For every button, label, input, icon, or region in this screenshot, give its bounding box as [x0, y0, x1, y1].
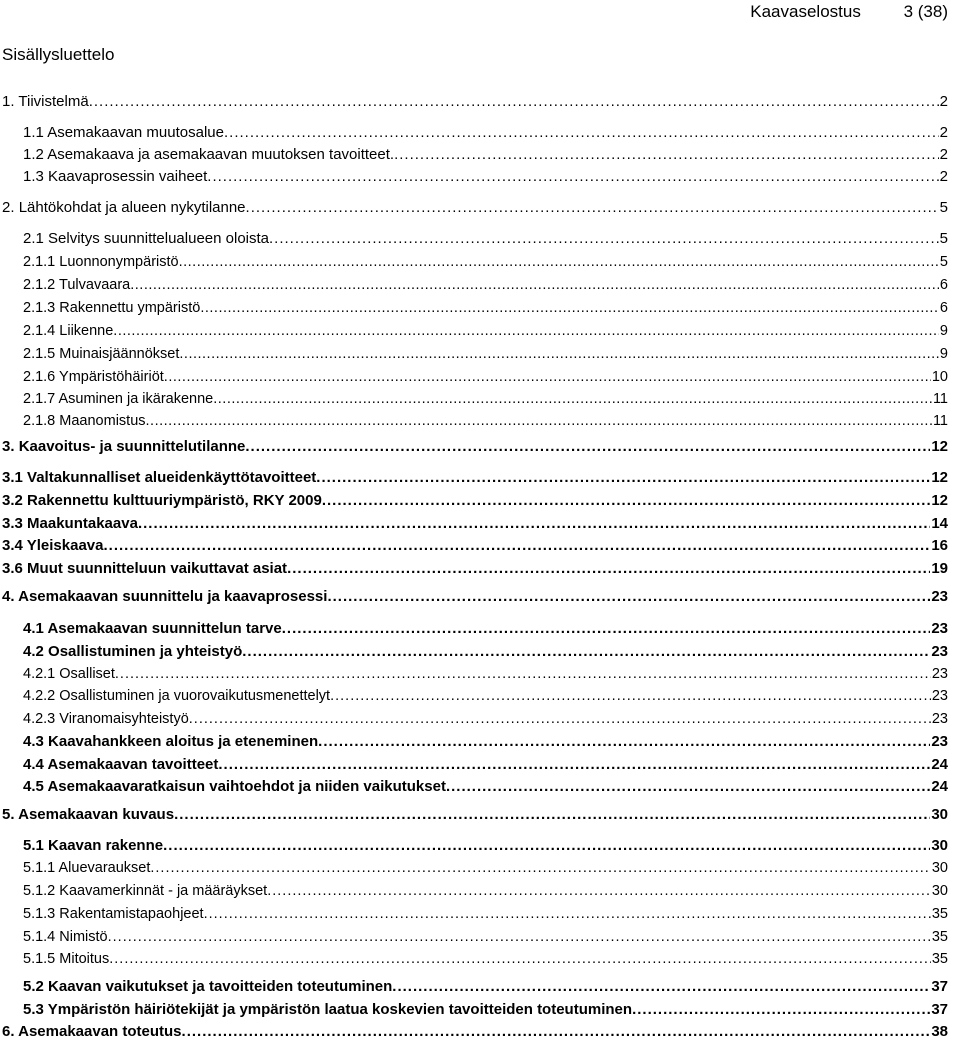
toc-entry[interactable] — [23, 778, 948, 795]
toc-entry-number: 2.1.4 — [23, 323, 60, 339]
toc-entry-number: 2. — [2, 199, 19, 216]
toc-entry-title — [23, 643, 242, 660]
toc-entry[interactable] — [23, 756, 948, 773]
toc-entry-page: 6 — [939, 300, 948, 316]
toc-entry-number: 2.1.7 — [23, 391, 59, 407]
toc-entry-text: Mitoitus — [59, 951, 110, 967]
toc-entry[interactable] — [23, 978, 948, 995]
toc-entry-title — [23, 711, 189, 727]
toc-entry-title — [23, 168, 207, 185]
toc-leader-dots — [138, 515, 930, 532]
toc-entry-title — [2, 806, 174, 823]
toc-entry-title — [23, 1001, 632, 1018]
toc-leader-dots — [104, 537, 931, 554]
toc-entry-text: Valtakunnalliset alueidenkäyttötavoitteet — [27, 469, 317, 486]
toc-entry[interactable] — [23, 346, 948, 362]
toc-entry-page: 2 — [939, 146, 948, 163]
toc-entry-number: 3.1 — [2, 469, 28, 486]
toc-entry-text: Asemakaavaratkaisun vaihtoehdot ja niiden vaikutukset — [47, 778, 446, 795]
toc-entry-title — [23, 146, 394, 163]
toc-title: Sisällysluettelo — [2, 45, 115, 64]
toc-entry-title — [2, 469, 316, 486]
toc-entry-number: 2.1.3 — [23, 300, 60, 316]
toc-entry-number: 4.2.1 — [23, 666, 60, 682]
toc-entry-title — [2, 492, 322, 509]
toc-entry-number: 5.3 — [23, 1001, 48, 1018]
toc-entry-title — [23, 756, 218, 773]
toc-entry-page: 5 — [939, 230, 948, 247]
toc-entry-page: 11 — [932, 391, 948, 407]
toc-entry-page: 30 — [931, 883, 948, 899]
toc-entry-text: Asemakaava ja asemakaavan muutoksen tavoitteet. — [47, 146, 395, 163]
toc-entry[interactable] — [23, 124, 948, 141]
toc-leader-dots — [446, 778, 930, 795]
toc-entry-page: 23 — [931, 588, 948, 605]
toc-entry-page: 23 — [931, 666, 948, 682]
toc-entry[interactable] — [23, 230, 948, 247]
toc-entry-number: 4.5 — [23, 778, 48, 795]
toc-leader-dots — [164, 369, 931, 385]
toc-entry[interactable] — [23, 413, 948, 429]
toc-entry-page: 24 — [931, 756, 948, 773]
toc-entry-text: Rakennettu kulttuuriympäristö, RKY 2009 — [27, 492, 322, 509]
toc-entry[interactable] — [2, 806, 948, 823]
toc-entry[interactable] — [2, 588, 948, 605]
toc-entry-number: 3.6 — [2, 560, 28, 577]
toc-entry-text: Muinaisjäännökset — [59, 346, 180, 362]
toc-entry[interactable] — [23, 300, 948, 316]
toc-entry-title — [23, 883, 267, 899]
toc-entry-title — [23, 688, 330, 704]
toc-entry-text: Tulvavaara — [59, 277, 131, 293]
toc-entry-title — [23, 391, 213, 407]
toc-leader-dots — [189, 711, 931, 727]
toc-entry-number: 1.1 — [23, 124, 48, 141]
toc-entry-number: 6. — [2, 1023, 19, 1040]
page-header — [750, 2, 948, 22]
toc-entry-page: 30 — [931, 806, 948, 823]
toc-leader-dots — [322, 492, 930, 509]
toc-entry-number: 2.1.6 — [23, 369, 60, 385]
toc-entry-text: Ympäristön häiriötekijät ja ympäristön laatua koskevien tavoitteiden toteutuminen — [47, 1001, 633, 1018]
toc-entry-text: Osallistuminen ja vuorovaikutusmenettelyt — [59, 688, 331, 704]
toc-entry[interactable] — [23, 883, 948, 899]
toc-entry-page: 16 — [931, 537, 948, 554]
toc-entry-title — [23, 906, 204, 922]
toc-entry-text: Asemakaavan tavoitteet — [47, 756, 219, 773]
toc-entry[interactable] — [2, 515, 948, 532]
toc-leader-dots — [207, 168, 938, 185]
toc-entry-number: 5.1.3 — [23, 906, 60, 922]
toc-entry[interactable] — [2, 199, 948, 216]
toc-entry-number: 5.1.1 — [23, 860, 59, 876]
toc-entry-text: Kaavan rakenne — [48, 837, 164, 854]
toc-entry-title — [2, 438, 245, 455]
toc-entry-page: 12 — [931, 438, 948, 455]
toc-entry-number: 4.2.2 — [23, 688, 60, 704]
toc-entry-number: 4.4 — [23, 756, 48, 773]
toc-leader-dots — [163, 837, 930, 854]
toc-entry-title — [2, 560, 287, 577]
toc-entry-page: 14 — [931, 515, 948, 532]
toc-entry-page: 19 — [931, 560, 948, 577]
toc-entry[interactable] — [23, 951, 948, 967]
toc-entry[interactable] — [2, 469, 948, 486]
toc-entry[interactable] — [23, 369, 948, 385]
toc-entry-text: Viranomaisyhteistyö — [59, 711, 189, 727]
toc-entry-text: Rakentamistapaohjeet — [59, 906, 204, 922]
toc-entry-title — [23, 369, 164, 385]
toc-leader-dots — [246, 199, 939, 216]
toc-entry-text: Kaavamerkinnät - ja määräykset — [59, 883, 268, 899]
toc-entry-page: 23 — [931, 711, 948, 727]
toc-leader-dots — [109, 951, 931, 967]
toc-entry[interactable] — [23, 906, 948, 922]
toc-entry-page: 23 — [931, 733, 948, 750]
toc-entry-number: 5.1.2 — [23, 883, 60, 899]
toc-entry-title — [23, 929, 108, 945]
toc-entry-number: 5. — [2, 806, 19, 823]
toc-entry-title — [23, 733, 318, 750]
toc-entry[interactable] — [23, 643, 948, 660]
toc-entry-number: 1. — [2, 93, 19, 110]
toc-entry-text: Luonnonympäristö — [59, 254, 179, 270]
toc-entry-title — [23, 666, 115, 682]
toc-leader-dots — [174, 806, 930, 823]
toc-entry-title — [23, 860, 150, 876]
toc-entry[interactable] — [23, 733, 948, 750]
toc-entry-number: 1.2 — [23, 146, 48, 163]
toc-entry-number: 2.1.5 — [23, 346, 60, 362]
toc-entry-number: 2.1.2 — [23, 277, 60, 293]
toc-entry-number: 3.2 — [2, 492, 28, 509]
toc-leader-dots — [179, 254, 939, 270]
toc-entry-page: 37 — [931, 1001, 948, 1018]
toc-entry-page: 24 — [931, 778, 948, 795]
toc-leader-dots — [89, 93, 939, 110]
toc-entry-page: 5 — [939, 199, 948, 216]
toc-entry-title — [23, 778, 446, 795]
toc-leader-dots — [269, 230, 939, 247]
toc-leader-dots — [392, 978, 930, 995]
toc-entry-title — [23, 413, 146, 429]
toc-entry-number: 5.2 — [23, 978, 49, 995]
toc-entry-text: Asemakaavan kuvaus — [18, 806, 175, 823]
toc-entry-text: Lähtökohdat ja alueen nykytilanne — [18, 199, 246, 216]
toc-leader-dots — [179, 346, 939, 362]
toc-entry-title — [23, 837, 163, 854]
toc-entry-text: Kaavahankkeen aloitus ja eteneminen — [48, 733, 319, 750]
toc-entry-title — [23, 323, 113, 339]
toc-entry-text: Maakuntakaava — [27, 515, 138, 532]
toc-entry-page: 6 — [939, 277, 948, 293]
toc-entry-page: 35 — [931, 951, 948, 967]
toc-entry-title — [23, 978, 392, 995]
toc-entry-text: Yleiskaava — [26, 537, 104, 554]
toc-leader-dots — [245, 438, 930, 455]
toc-entry-number: 2.1.1 — [23, 254, 60, 270]
toc-leader-dots — [182, 1023, 931, 1040]
toc-entry-title — [23, 620, 282, 637]
toc-entry-text: Asuminen ja ikärakenne — [58, 391, 214, 407]
toc-entry[interactable] — [23, 277, 948, 293]
toc-leader-dots — [150, 860, 930, 876]
toc-entry-text: Maanomistus — [59, 413, 146, 429]
toc-entry[interactable] — [2, 492, 948, 509]
toc-entry-title — [23, 300, 200, 316]
toc-leader-dots — [632, 1001, 930, 1018]
toc-entry-number: 4.2.3 — [23, 711, 60, 727]
toc-entry-text: Asemakaavan suunnittelun tarve — [47, 620, 282, 637]
toc-leader-dots — [318, 733, 930, 750]
toc-entry[interactable] — [23, 837, 948, 854]
toc-entry-number: 4. — [2, 588, 19, 605]
toc-leader-dots — [287, 560, 930, 577]
toc-entry-page: 2 — [939, 124, 948, 141]
toc-entry-title — [2, 515, 138, 532]
toc-entry-text: Nimistö — [59, 929, 108, 945]
toc-entry[interactable] — [23, 620, 948, 637]
toc-leader-dots — [316, 469, 930, 486]
toc-entry[interactable] — [23, 666, 948, 682]
toc-entry[interactable] — [23, 323, 948, 339]
toc-entry-title — [2, 588, 327, 605]
toc-entry-number: 5.1.4 — [23, 929, 60, 945]
toc-leader-dots — [282, 620, 931, 637]
toc-entry[interactable] — [23, 1001, 948, 1018]
toc-entry-page: 23 — [931, 620, 948, 637]
toc-leader-dots — [267, 883, 931, 899]
toc-entry-text: Asemakaavan toteutus — [18, 1023, 182, 1040]
toc-entry-number: 4.2 — [23, 643, 49, 660]
toc-entry[interactable] — [23, 254, 948, 270]
toc-entry-page: 12 — [931, 492, 948, 509]
toc-entry-text: Osalliset — [59, 666, 115, 682]
toc-entry-text: Osallistuminen ja yhteistyö — [48, 643, 243, 660]
toc-entry-page: 35 — [931, 929, 948, 945]
toc-entry-text: Kaavan vaikutukset ja tavoitteiden toteutuminen — [48, 978, 393, 995]
toc-entry-title — [23, 254, 179, 270]
document-type-label: Kaavaselostus — [750, 2, 861, 21]
toc-entry-page: 9 — [939, 346, 948, 362]
toc-entry-title — [23, 124, 224, 141]
toc-entry[interactable] — [23, 711, 948, 727]
toc-entry[interactable] — [23, 860, 948, 876]
toc-entry-number: 1.3 — [23, 168, 49, 185]
toc-entry-page: 35 — [931, 906, 948, 922]
toc-entry-page: 37 — [931, 978, 948, 995]
toc-leader-dots — [108, 929, 931, 945]
toc-entry-title — [2, 1023, 182, 1040]
page-number: 3 (38) — [903, 2, 948, 21]
toc-entry-title — [23, 230, 269, 247]
toc-leader-dots — [218, 756, 930, 773]
toc-entry-number: 2.1.8 — [23, 413, 60, 429]
toc-entry[interactable] — [2, 93, 948, 110]
toc-entry-page: 5 — [939, 254, 948, 270]
toc-entry-page: 2 — [939, 93, 948, 110]
toc-entry-text: Ympäristöhäiriöt — [59, 369, 164, 385]
toc-entry-text: Rakennettu ympäristö — [59, 300, 201, 316]
toc-entry-page: 2 — [939, 168, 948, 185]
toc-entry[interactable] — [2, 560, 948, 577]
toc-entry-number: 5.1.5 — [23, 951, 60, 967]
toc-entry-text: Tiivistelmä — [18, 93, 89, 110]
toc-leader-dots — [204, 906, 931, 922]
toc-entry[interactable] — [23, 391, 948, 407]
toc-leader-dots — [200, 300, 939, 316]
toc-entry[interactable] — [23, 688, 948, 704]
toc-entry-page: 30 — [931, 860, 948, 876]
toc-entry-title — [2, 537, 104, 554]
toc-entry-page: 38 — [931, 1023, 948, 1040]
toc-leader-dots — [213, 391, 932, 407]
toc-entry-title — [2, 93, 89, 110]
toc-entry-number: 3. — [2, 438, 19, 455]
toc-entry-text: Kaavaprosessin vaiheet — [48, 168, 208, 185]
toc-entry-number: 2.1 — [23, 230, 49, 247]
toc-entry[interactable] — [23, 929, 948, 945]
toc-entry-number: 5.1 — [23, 837, 49, 854]
toc-entry-title — [23, 277, 130, 293]
toc-entry-text: Asemakaavan suunnittelu ja kaavaprosessi — [18, 588, 328, 605]
toc-entry-number: 3.3 — [2, 515, 28, 532]
toc-entry-text: Asemakaavan muutosalue — [47, 124, 224, 141]
toc-entry-text: Selvitys suunnittelualueen oloista — [48, 230, 270, 247]
toc-entry-title — [23, 346, 179, 362]
toc-entry-text: Aluevaraukset — [58, 860, 151, 876]
toc-entry-title — [23, 951, 109, 967]
toc-entry-number: 3.4 — [2, 537, 27, 554]
toc-leader-dots — [146, 413, 932, 429]
toc-entry-page: 23 — [931, 643, 948, 660]
toc-entry-page: 11 — [932, 413, 948, 429]
toc-leader-dots — [113, 323, 939, 339]
toc-entry-page: 30 — [931, 837, 948, 854]
toc-entry[interactable] — [2, 537, 948, 554]
toc-leader-dots — [330, 688, 931, 704]
toc-entry-title — [2, 199, 246, 216]
toc-leader-dots — [224, 124, 939, 141]
toc-leader-dots — [130, 277, 939, 293]
toc-entry-number: 4.3 — [23, 733, 49, 750]
toc-leader-dots — [394, 146, 939, 163]
toc-entry-text: Liikenne — [59, 323, 114, 339]
toc-entry[interactable] — [2, 438, 948, 455]
toc-entry-page: 10 — [931, 369, 948, 385]
toc-entry-text: Kaavoitus- ja suunnittelutilanne — [18, 438, 246, 455]
toc-leader-dots — [327, 588, 930, 605]
toc-entry-number: 4.1 — [23, 620, 48, 637]
toc-entry[interactable] — [2, 1023, 948, 1040]
toc-leader-dots — [242, 643, 930, 660]
toc-leader-dots — [115, 666, 931, 682]
toc-entry[interactable] — [23, 168, 948, 185]
toc-entry-page: 12 — [931, 469, 948, 486]
toc-entry-page: 9 — [939, 323, 948, 339]
toc-entry-page: 23 — [931, 688, 948, 704]
toc-entry[interactable] — [23, 146, 948, 163]
toc-entry-text: Muut suunnitteluun vaikuttavat asiat — [27, 560, 288, 577]
